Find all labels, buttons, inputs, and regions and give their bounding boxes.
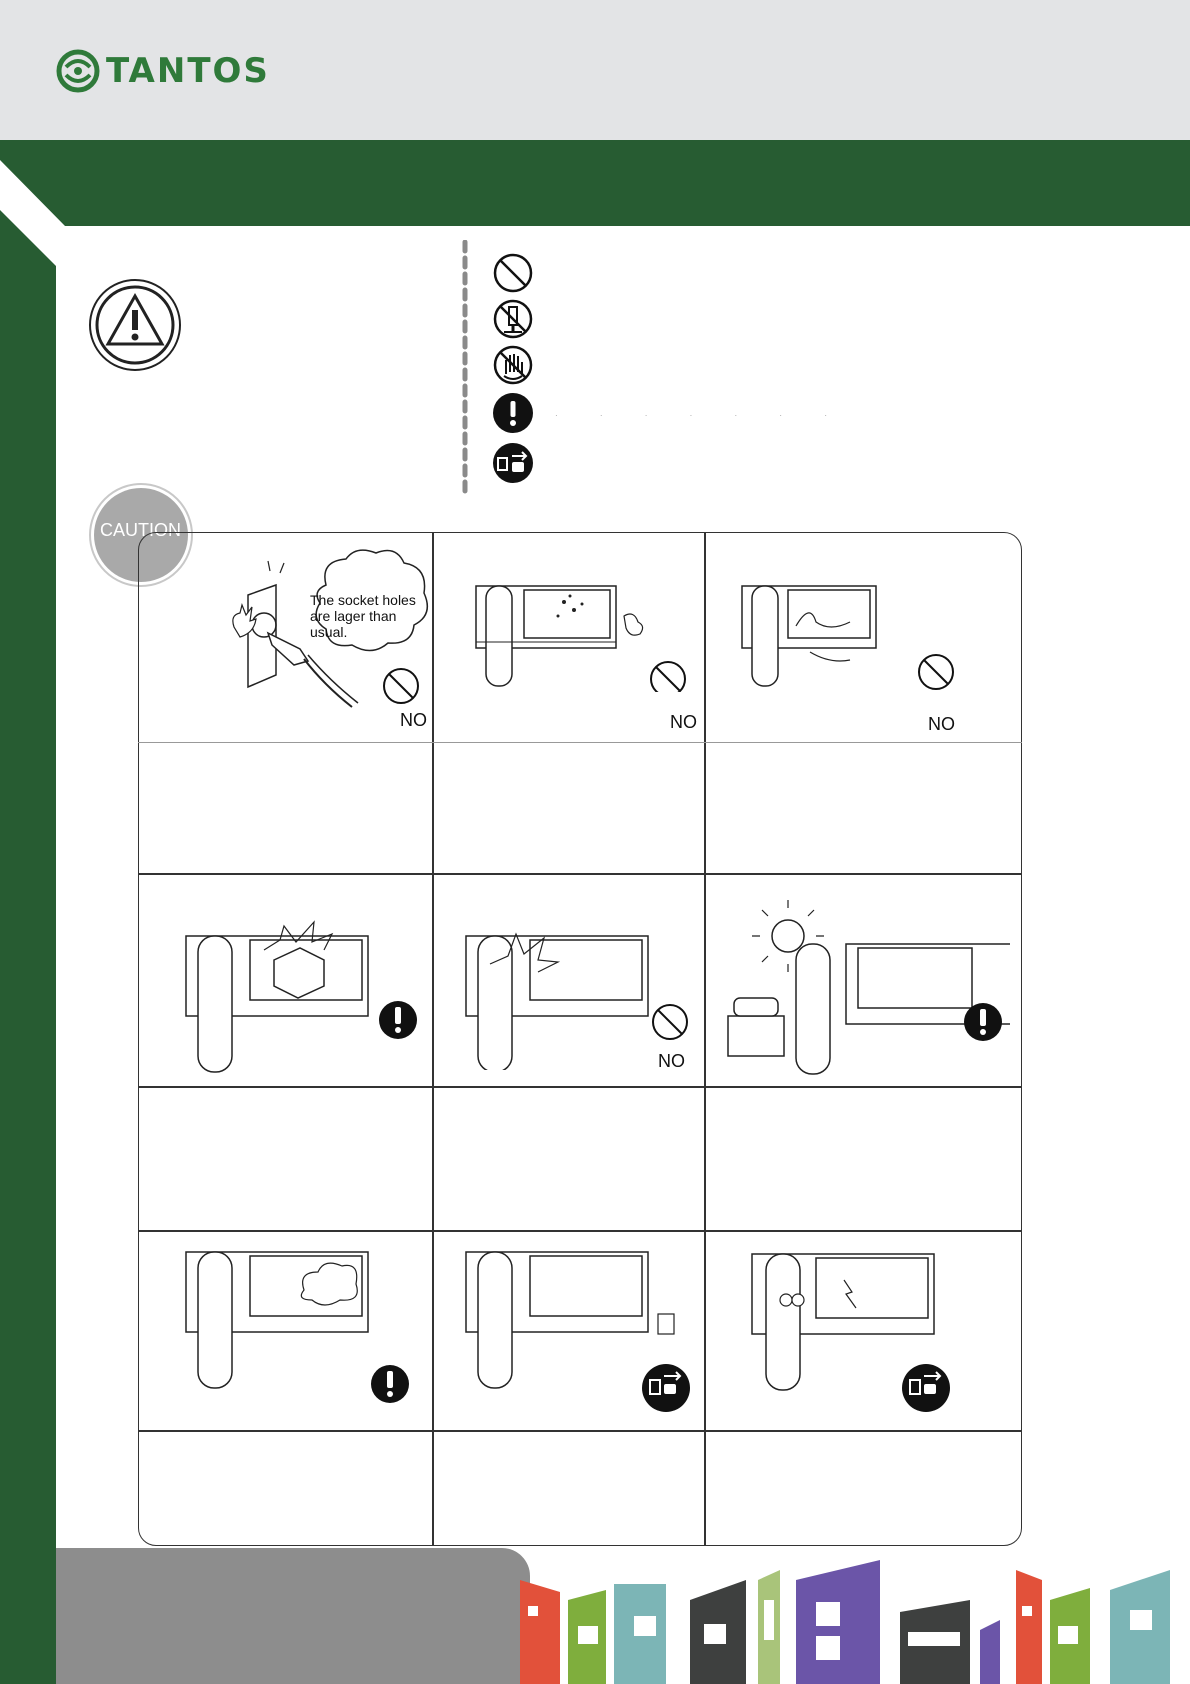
do-not-touch-icon <box>492 344 534 386</box>
no-label: NO <box>400 710 427 730</box>
legend-divider <box>462 240 468 496</box>
grid-row-divider-1 <box>138 742 1022 743</box>
caution-label: CAUTION <box>100 520 181 540</box>
band-corner <box>0 150 100 300</box>
tantos-emblem-icon <box>56 49 100 93</box>
city-skyline-graphic <box>510 1540 1190 1684</box>
grid-divider-2 <box>704 532 706 1546</box>
damaged-cable-illustration <box>740 582 990 692</box>
socket-speech-text: The socket holes are lager than usual. <box>310 592 416 640</box>
no-label: NO <box>670 712 697 732</box>
impact-illustration <box>464 920 696 1070</box>
grid-row-divider-5 <box>138 1430 1022 1432</box>
warning-triangle-icon <box>88 278 182 372</box>
grid-row-divider-2 <box>138 873 1022 875</box>
do-not-disassemble-icon <box>492 298 534 340</box>
unplug-icon <box>492 442 534 484</box>
footer-panel <box>56 1548 530 1684</box>
no-label: NO <box>928 714 955 734</box>
brand-name: TANTOS <box>106 51 270 91</box>
no-label: NO <box>658 1051 685 1071</box>
left-sidebar-band <box>0 140 56 1684</box>
mandatory-action-icon <box>492 392 534 434</box>
grid-row-divider-3 <box>138 1086 1022 1088</box>
smoke-illustration <box>184 1250 424 1410</box>
heat-source-illustration <box>720 898 1010 1078</box>
liquid-splash-illustration <box>474 582 694 692</box>
header-band <box>0 140 1190 226</box>
malfunction-illustration <box>740 1250 990 1414</box>
unplug-outlet-illustration <box>464 1250 696 1414</box>
brand-logo <box>56 48 270 94</box>
prohibited-icon <box>492 252 534 294</box>
heavy-object-illustration <box>184 920 424 1076</box>
grid-row-divider-4 <box>138 1230 1022 1232</box>
legend-dots: · · · · · · · <box>555 411 847 420</box>
